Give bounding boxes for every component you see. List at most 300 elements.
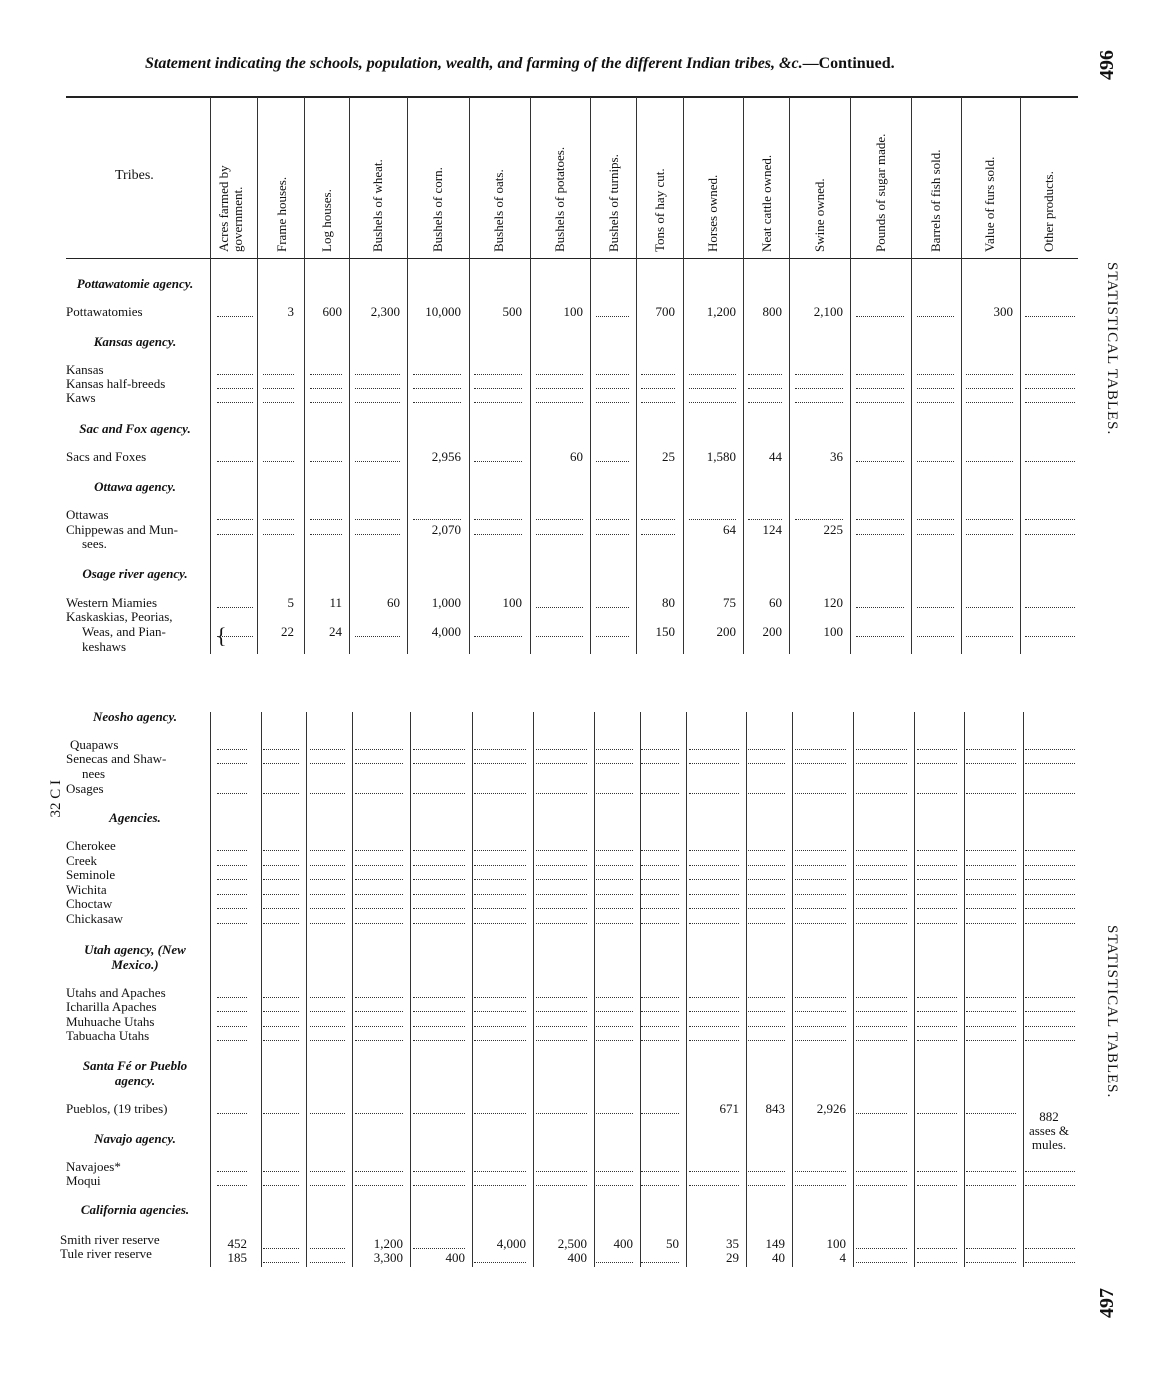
dotted-leader <box>795 879 846 880</box>
dotted-leader <box>596 519 629 520</box>
dotted-leader <box>1025 461 1075 462</box>
row-label: Utahs and Apaches <box>66 985 166 1000</box>
dotted-leader <box>856 894 907 895</box>
dotted-leader <box>1025 1262 1075 1263</box>
dotted-leader <box>217 850 247 851</box>
group-heading: Neosho agency. <box>92 709 177 724</box>
dotted-leader <box>263 793 299 794</box>
row-label: Quapaws <box>70 737 119 752</box>
row-label: Wichita <box>66 882 107 897</box>
dotted-leader <box>536 879 587 880</box>
dotted-leader <box>795 865 846 866</box>
dotted-leader <box>474 461 522 462</box>
table-cell: 1,000 <box>431 595 461 610</box>
table-cell: 11 <box>329 595 342 610</box>
row-label: Ottawas <box>66 507 109 522</box>
table-cell: 2,100 <box>813 304 843 319</box>
table-cell: 671 <box>719 1101 739 1116</box>
dotted-leader <box>310 879 345 880</box>
table-cell: 5 <box>287 595 294 610</box>
dotted-leader <box>310 850 345 851</box>
dotted-leader <box>748 894 785 895</box>
dotted-leader <box>413 519 461 520</box>
dotted-leader <box>413 1011 465 1012</box>
dotted-leader <box>413 749 465 750</box>
dotted-leader <box>748 1171 785 1172</box>
dotted-leader <box>1025 908 1075 909</box>
dotted-leader <box>917 749 957 750</box>
dotted-leader <box>917 763 957 764</box>
dotted-leader <box>474 894 526 895</box>
dotted-leader <box>536 1171 587 1172</box>
dotted-leader <box>917 1248 957 1249</box>
dotted-leader <box>263 879 299 880</box>
dotted-leader <box>474 997 526 998</box>
dotted-leader <box>474 793 526 794</box>
dotted-leader <box>596 1026 633 1027</box>
dotted-leader <box>748 388 782 389</box>
row-label: Seminole <box>66 867 116 882</box>
dotted-leader <box>474 1040 526 1041</box>
dotted-leader <box>217 1040 247 1041</box>
dotted-leader <box>1025 1185 1075 1186</box>
dotted-leader <box>263 1011 299 1012</box>
dotted-leader <box>966 763 1016 764</box>
table-cell: 36 <box>830 449 843 464</box>
dotted-leader <box>1025 793 1075 794</box>
group-heading: agency. <box>114 1073 156 1088</box>
table-cell: 10,000 <box>425 304 461 319</box>
dotted-leader <box>536 519 583 520</box>
table-cell: 124 <box>762 522 782 537</box>
dotted-leader <box>917 997 957 998</box>
table-cell: 200 <box>762 624 782 639</box>
dotted-leader <box>917 1040 957 1041</box>
dotted-leader <box>748 1026 785 1027</box>
dotted-leader <box>966 374 1013 375</box>
dotted-leader <box>217 1185 247 1186</box>
dotted-leader <box>217 402 253 403</box>
table-cell: 400 <box>445 1250 465 1265</box>
dotted-leader <box>917 607 954 608</box>
table-cell: 150 <box>655 624 675 639</box>
dotted-leader <box>355 997 403 998</box>
dotted-leader <box>310 1171 345 1172</box>
dotted-leader <box>689 388 736 389</box>
dotted-leader <box>596 461 629 462</box>
dotted-leader <box>917 388 954 389</box>
dotted-leader <box>355 1185 403 1186</box>
dotted-leader <box>310 1185 345 1186</box>
table-cell: 100 <box>823 624 843 639</box>
dotted-leader <box>536 923 587 924</box>
dotted-leader <box>856 461 904 462</box>
dotted-leader <box>413 1248 465 1249</box>
dotted-leader <box>917 923 957 924</box>
dotted-leader <box>474 636 522 637</box>
col-header-horses: Horses owned. <box>705 174 720 252</box>
dotted-leader <box>1025 850 1075 851</box>
dotted-leader <box>856 1185 907 1186</box>
dotted-leader <box>966 1040 1016 1041</box>
dotted-leader <box>310 793 345 794</box>
dotted-leader <box>966 908 1016 909</box>
row-label: Kaskaskias, Peorias, <box>66 609 173 624</box>
dotted-leader <box>1025 1011 1075 1012</box>
dotted-leader <box>966 388 1013 389</box>
dotted-leader <box>536 402 583 403</box>
dotted-leader <box>856 388 904 389</box>
dotted-leader <box>795 763 846 764</box>
dotted-leader <box>217 316 253 317</box>
row-label: Pueblos, (19 tribes) <box>66 1101 168 1116</box>
dotted-leader <box>641 1040 679 1041</box>
dotted-leader <box>263 763 299 764</box>
dotted-leader <box>536 1185 587 1186</box>
dotted-leader <box>966 997 1016 998</box>
dotted-leader <box>748 997 785 998</box>
dotted-leader <box>413 1171 465 1172</box>
dotted-leader <box>217 894 247 895</box>
dotted-leader <box>795 749 846 750</box>
dotted-leader <box>856 402 904 403</box>
dotted-leader <box>641 763 679 764</box>
table-cell: 400 <box>613 1236 633 1251</box>
dotted-leader <box>641 1113 679 1114</box>
dotted-leader <box>355 534 400 535</box>
dotted-leader <box>596 374 629 375</box>
dotted-leader <box>689 763 739 764</box>
dotted-leader <box>689 1026 739 1027</box>
table-cell: asses & <box>1028 1123 1070 1138</box>
dotted-leader <box>355 1011 403 1012</box>
dotted-leader <box>748 865 785 866</box>
dotted-leader <box>310 1248 345 1249</box>
dotted-leader <box>795 1040 846 1041</box>
col-header-hay: Tons of hay cut. <box>652 168 667 252</box>
table-cell: 1,200 <box>706 304 736 319</box>
dotted-leader <box>413 402 461 403</box>
table-cell: 35 <box>726 1236 739 1251</box>
table-cell: 44 <box>769 449 782 464</box>
dotted-leader <box>748 793 785 794</box>
dotted-leader <box>217 879 247 880</box>
dotted-leader <box>474 908 526 909</box>
row-label: Chippewas and Mun- <box>66 522 178 537</box>
group-heading: Ottawa agency. <box>94 479 176 494</box>
dotted-leader <box>856 763 907 764</box>
dotted-leader <box>217 763 247 764</box>
table-cell: 4,000 <box>496 1236 526 1251</box>
dotted-leader <box>536 607 583 608</box>
dotted-leader <box>689 402 736 403</box>
dotted-leader <box>355 894 403 895</box>
dotted-leader <box>355 636 400 637</box>
dotted-leader <box>1025 388 1075 389</box>
row-label: Western Miamies <box>66 595 158 610</box>
dotted-leader <box>596 402 629 403</box>
dotted-leader <box>596 607 629 608</box>
dotted-leader <box>748 1011 785 1012</box>
dotted-leader <box>310 1113 345 1114</box>
dotted-leader <box>355 865 403 866</box>
row-label: Smith river reserve <box>60 1232 160 1247</box>
dotted-leader <box>355 1171 403 1172</box>
dotted-leader <box>310 908 345 909</box>
dotted-leader <box>310 763 345 764</box>
col-header-cattle: Neat cattle owned. <box>759 154 774 252</box>
dotted-leader <box>641 388 675 389</box>
row-label: Sacs and Foxes <box>66 449 147 464</box>
dotted-leader <box>310 402 342 403</box>
dotted-leader <box>596 1040 633 1041</box>
col-header-corn: Bushels of corn. <box>430 167 445 252</box>
table-cell: 2,300 <box>370 304 400 319</box>
dotted-leader <box>641 1262 679 1263</box>
page-number-top: 496 <box>1096 50 1118 80</box>
tribes-header: Tribes. <box>115 168 154 183</box>
dotted-leader <box>217 636 253 637</box>
dotted-leader <box>856 374 904 375</box>
dotted-leader <box>310 1011 345 1012</box>
dotted-leader <box>795 1171 846 1172</box>
table-cell: 100 <box>563 304 583 319</box>
dotted-leader <box>536 1011 587 1012</box>
table-cell: 3,300 <box>373 1250 403 1265</box>
dotted-leader <box>748 850 785 851</box>
dotted-leader <box>596 1262 633 1263</box>
dotted-leader <box>536 997 587 998</box>
dotted-leader <box>795 388 843 389</box>
table-cell: 29 <box>726 1250 739 1265</box>
dotted-leader <box>917 850 957 851</box>
dotted-leader <box>310 374 342 375</box>
dotted-leader <box>596 1171 633 1172</box>
dotted-leader <box>263 519 294 520</box>
side-label-top: STATISTICAL TABLES. <box>1104 262 1120 436</box>
dotted-leader <box>310 461 342 462</box>
row-label: Navajoes* <box>66 1159 121 1174</box>
dotted-leader <box>1025 1248 1075 1249</box>
dotted-leader <box>413 879 465 880</box>
dotted-leader <box>536 865 587 866</box>
dotted-leader <box>1025 997 1075 998</box>
dotted-leader <box>966 749 1016 750</box>
dotted-leader <box>917 894 957 895</box>
dotted-leader <box>263 534 294 535</box>
dotted-leader <box>596 316 629 317</box>
group-heading: Pottawatomie agency. <box>76 276 194 291</box>
table-cell: 3 <box>287 304 294 319</box>
dotted-leader <box>917 534 954 535</box>
dotted-leader <box>217 374 253 375</box>
table-cell: 120 <box>823 595 843 610</box>
dotted-leader <box>310 749 345 750</box>
dotted-leader <box>966 850 1016 851</box>
dotted-leader <box>413 850 465 851</box>
dotted-leader <box>474 1262 526 1263</box>
table-cell: 700 <box>655 304 675 319</box>
table-cell: 452 <box>227 1236 247 1251</box>
dotted-leader <box>917 865 957 866</box>
dotted-leader <box>217 793 247 794</box>
dotted-leader <box>689 749 739 750</box>
dotted-leader <box>917 1026 957 1027</box>
group-heading: Agencies. <box>109 810 161 825</box>
row-label: Osages <box>66 781 104 796</box>
dotted-leader <box>413 1026 465 1027</box>
table-cell: 2,070 <box>431 522 461 537</box>
dotted-leader <box>641 1185 679 1186</box>
table-cell: 149 <box>765 1236 785 1251</box>
page-number-bottom: 497 <box>1096 1288 1118 1318</box>
dotted-leader <box>536 894 587 895</box>
dotted-leader <box>856 519 904 520</box>
dotted-leader <box>641 908 679 909</box>
col-header-oats: Bushels of oats. <box>491 169 506 252</box>
dotted-leader <box>413 908 465 909</box>
dotted-leader <box>310 865 345 866</box>
dotted-leader <box>1025 316 1075 317</box>
table-cell: 24 <box>329 624 342 639</box>
dotted-leader <box>641 894 679 895</box>
dotted-leader <box>596 636 629 637</box>
row-label: Chickasaw <box>66 911 124 926</box>
group-heading: California agencies. <box>80 1202 190 1217</box>
dotted-leader <box>641 923 679 924</box>
dotted-leader <box>966 894 1016 895</box>
row-label: Weas, and Pian- <box>82 624 166 639</box>
row-label: Kansas half-breeds <box>66 376 166 391</box>
dotted-leader <box>413 997 465 998</box>
table-cell: 1,200 <box>373 1236 403 1251</box>
dotted-leader <box>413 388 461 389</box>
table-cell: 1,580 <box>706 449 736 464</box>
dotted-leader <box>795 1026 846 1027</box>
table-cell: 200 <box>716 624 736 639</box>
dotted-leader <box>474 763 526 764</box>
dotted-leader <box>263 1262 299 1263</box>
dotted-leader <box>536 374 583 375</box>
col-header-potatoes: Bushels of potatoes. <box>552 146 567 252</box>
table-cell: 185 <box>227 1250 247 1265</box>
table-cell: 80 <box>662 595 675 610</box>
dotted-leader <box>966 793 1016 794</box>
col-header-swine: Swine owned. <box>812 178 827 252</box>
dotted-leader <box>596 908 633 909</box>
dotted-leader <box>689 793 739 794</box>
dotted-leader <box>641 534 675 535</box>
dotted-leader <box>795 793 846 794</box>
dotted-leader <box>536 749 587 750</box>
col-header-log-houses: Log houses. <box>319 189 334 252</box>
table-cell: 2,956 <box>431 449 461 464</box>
dotted-leader <box>795 894 846 895</box>
brace-mark: { <box>216 623 227 648</box>
dotted-leader <box>917 461 954 462</box>
dotted-leader <box>217 865 247 866</box>
table-cell: 843 <box>765 1101 785 1116</box>
table-cell: 4,000 <box>431 624 461 639</box>
dotted-leader <box>596 1113 633 1114</box>
table-cell: 225 <box>823 522 843 537</box>
dotted-leader <box>966 636 1013 637</box>
dotted-leader <box>355 1026 403 1027</box>
dotted-leader <box>856 908 907 909</box>
table-cell: 2,926 <box>816 1101 846 1116</box>
dotted-leader <box>917 316 954 317</box>
dotted-leader <box>917 1171 957 1172</box>
dotted-leader <box>355 374 400 375</box>
row-label: Muhuache Utahs <box>66 1014 155 1029</box>
table-cell: 25 <box>662 449 675 464</box>
dotted-leader <box>856 607 904 608</box>
dotted-leader <box>1025 636 1075 637</box>
dotted-leader <box>917 793 957 794</box>
dotted-leader <box>795 519 843 520</box>
dotted-leader <box>966 1171 1016 1172</box>
dotted-leader <box>917 519 954 520</box>
dotted-leader <box>536 534 583 535</box>
dotted-leader <box>355 850 403 851</box>
dotted-leader <box>596 850 633 851</box>
dotted-leader <box>856 1040 907 1041</box>
dotted-leader <box>917 1185 957 1186</box>
dotted-leader <box>917 879 957 880</box>
group-heading: Navajo agency. <box>94 1131 176 1146</box>
side-label-bottom: STATISTICAL TABLES. <box>1104 925 1120 1099</box>
dotted-leader <box>355 1040 403 1041</box>
dotted-leader <box>856 923 907 924</box>
dotted-leader <box>1025 879 1075 880</box>
dotted-leader <box>966 607 1013 608</box>
dotted-leader <box>966 534 1013 535</box>
dotted-leader <box>1025 865 1075 866</box>
dotted-leader <box>263 850 299 851</box>
dotted-leader <box>263 388 294 389</box>
dotted-leader <box>641 402 675 403</box>
dotted-leader <box>795 1185 846 1186</box>
dotted-leader <box>1025 749 1075 750</box>
table-cell: 4 <box>839 1250 846 1265</box>
dotted-leader <box>355 749 403 750</box>
dotted-leader <box>310 997 345 998</box>
dotted-leader <box>355 763 403 764</box>
col-header-sugar: Pounds of sugar made. <box>873 133 888 252</box>
dotted-leader <box>263 997 299 998</box>
dotted-leader <box>917 636 954 637</box>
table-cell: mules. <box>1031 1137 1067 1152</box>
dotted-leader <box>689 1185 739 1186</box>
dotted-leader <box>536 1113 587 1114</box>
dotted-leader <box>748 908 785 909</box>
table-cell: 882 <box>1039 1109 1059 1124</box>
table-cell: 600 <box>322 304 342 319</box>
dotted-leader <box>310 923 345 924</box>
dotted-leader <box>413 1040 465 1041</box>
dotted-leader <box>474 534 522 535</box>
dotted-leader <box>263 894 299 895</box>
dotted-leader <box>689 894 739 895</box>
dotted-leader <box>355 879 403 880</box>
dotted-leader <box>917 402 954 403</box>
signature-mark: 32 C I <box>48 780 64 818</box>
dotted-leader <box>856 997 907 998</box>
dotted-leader <box>474 374 522 375</box>
dotted-leader <box>856 636 904 637</box>
dotted-leader <box>641 997 679 998</box>
table-cell: 100 <box>826 1236 846 1251</box>
